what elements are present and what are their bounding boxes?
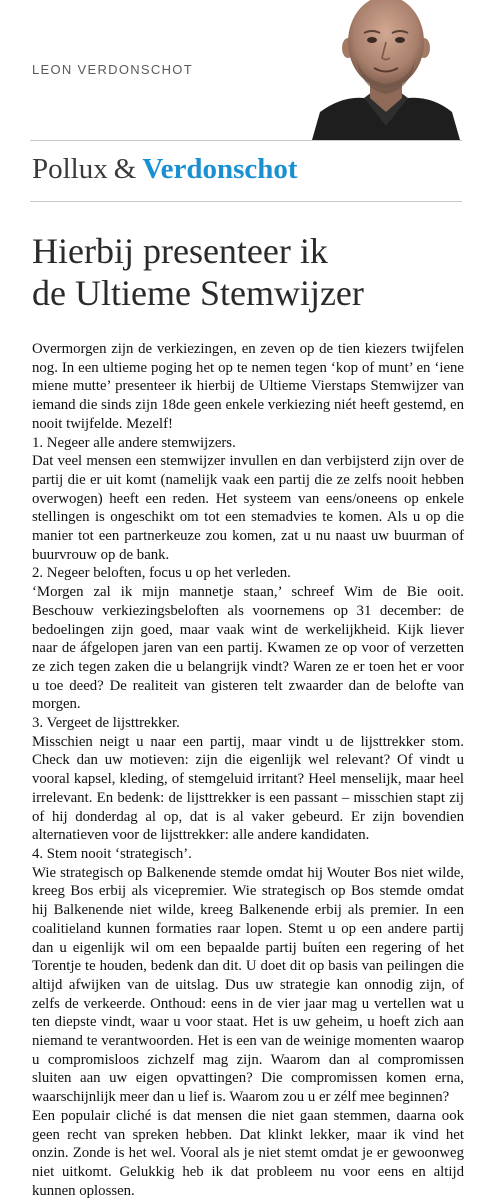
- article-headline: [32, 230, 472, 314]
- header-rule: [30, 140, 462, 141]
- body-subheading: 4. Stem nooit ‘strategisch’.: [32, 845, 192, 862]
- author-portrait: [312, 0, 460, 140]
- column-title: [32, 150, 298, 188]
- column-title-left: Pollux: [32, 153, 108, 185]
- article-body: [32, 340, 464, 1200]
- title-rule: [30, 201, 462, 202]
- portrait-illustration: [312, 0, 460, 140]
- headline-line-1: Hierbij presenteer ik: [32, 231, 328, 271]
- column-header: [0, 0, 492, 140]
- body-paragraph: Een populair cliché is dat mensen die niet gaan stemmen, daarna ook geen recht van spreken hebben. Dat klinkt lekker, maar ik vind het onzin. Zonde is het wel. Vooral als je niet stemt omdat je er gewoonweg niet uitkomt. Gelukkig heb ik dat probleem nu voor eens en altijd kunnen oplossen.: [32, 1107, 464, 1199]
- body-subheading: 1. Negeer alle andere stemwijzers.: [32, 434, 236, 451]
- body-paragraph: Misschien neigt u naar een partij, maar vindt u de lijsttrekker stom. Check dan uw motieven: zijn die eigenlijk wel relevant? Of vindt u vooral kapsel, kleding, of stemgeluid irritant? Heel menselijk, maar heel irrelevant. En bedenk: de lijsttrekker is een passant – misschien stapt zij of hij donderdag al op, dat is al vaker gebeurd. Er zijn bovendien alternatieven voor de lijsttrekker: alle andere kandidaten.: [32, 733, 464, 844]
- column-title-ampersand: &: [113, 153, 137, 185]
- body-subheading: 3. Vergeet de lijsttrekker.: [32, 715, 180, 732]
- body-paragraph: ‘Morgen zal ik mijn mannetje staan,’ schreef Wim de Bie ooit. Beschouw verkiezingsbeloften als voornemens op 31 december: de bedoelingen zijn goed, maar vaak wint de werkelijkheid. Kijk liever naar de áfgelopen jaren van een partij. Kwamen ze op voor of verzetten ze zich tegen zaken die u belangrijk vindt? Waren ze er toen het er voor u toe deed? De realiteit van gisteren telt zwaarder dan de belofte van morgen.: [32, 584, 464, 713]
- column-title-right: Verdonschot: [142, 153, 298, 185]
- headline-line-2: de Ultieme Stemwijzer: [32, 273, 364, 313]
- body-subheading: 2. Negeer beloften, focus u op het verleden.: [32, 565, 291, 582]
- body-paragraph: Overmorgen zijn de verkiezingen, en zeven op de tien kiezers twijfelen nog. In een ultieme poging het op te nemen tegen ‘kop of munt’ en ‘iene miene mutte’ presenteer ik hierbij de Ultieme Vierstaps Stemwijzer van iemand die sinds zijn 18de geen enkele verkiezing niét heeft gestemd, en nooit twijfelde. Mezelf!: [32, 341, 464, 432]
- body-paragraph: Dat veel mensen een stemwijzer invullen en dan verbijsterd zijn over de partij die er uit komt (namelijk vaak een partij die ze zelfs nooit hebben overwogen) heeft een reden. Het systeem van eens/oneens op enkele stellingen is ongeschikt om tot een stemadvies te komen. Als u op die manier tot een partnerkeuze zou komen, zat u nu naast uw buurman of buurvrouw op de bank.: [32, 453, 464, 563]
- author-name: LEON VERDONSCHOT: [32, 62, 193, 77]
- body-paragraph: Wie strategisch op Balkenende stemde omdat hij Wouter Bos niet wilde, kreeg Bos erbij als vicepremier. Wie strategisch op Bos stemde omdat hij Balkenende niet wilde, kreeg Balkenende erbij als premier. In een coalitieland kunnen formaties raar lopen. Stemt u op een andere partij dan u eigenlijk wil om een bepaalde partij buíten een regering of het Torentje te houden, bedenk dan dit. U doet dit op basis van peilingen die altijd afwijken van de uitslag. Dus uw strategie kan onnodig zijn, of zelfs de verkeerde. Onthoud: eens in de vier jaar mag u vertellen wat u ten diepste vindt, waar u voor staat. Het is uw geheim, u hoeft zich aan niemand te verantwoorden. Het is een van de weinige momenten waarop u compromisloos zichzelf mag zijn. Waarom dan al compromissen sluiten aan uw eigen opvattingen? Die compromissen komen erna, waarschijnlijk meer dan u lief is. Waarom zou u er zélf mee beginnen?: [32, 864, 464, 1106]
